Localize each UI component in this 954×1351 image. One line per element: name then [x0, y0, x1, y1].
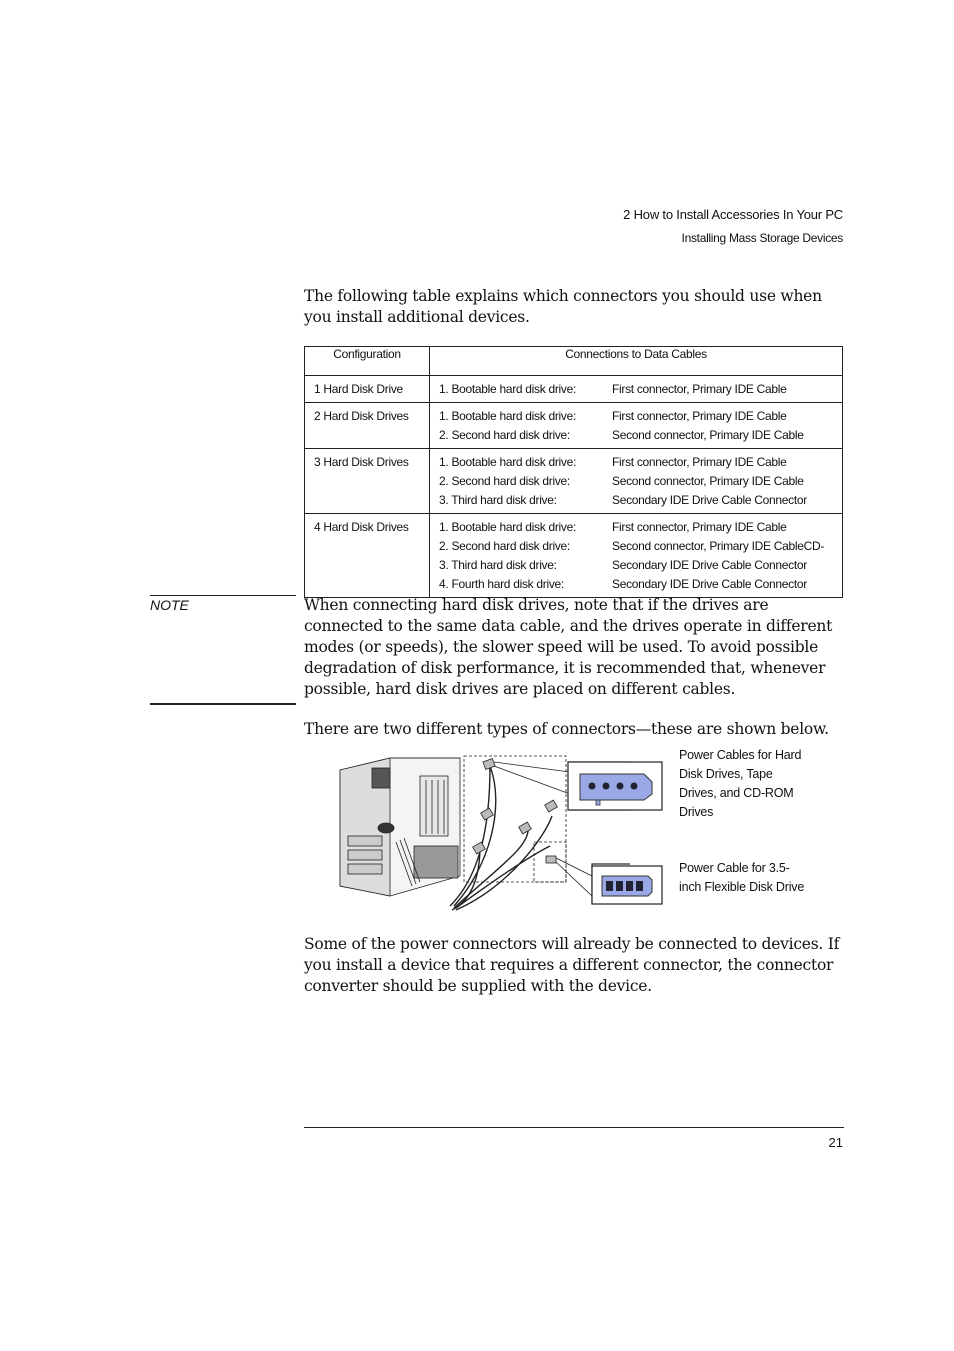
- drive-label: 1. Bootable hard disk drive:: [439, 455, 577, 469]
- connection-line: [430, 575, 842, 594]
- table-header-row: [305, 347, 843, 376]
- connector-label: Second connector, Primary IDE CableCD-: [612, 539, 825, 553]
- running-head-section: Installing Mass Storage Devices: [681, 231, 843, 245]
- connectors-intro: There are two different types of connectors—these are shown below.: [304, 720, 829, 738]
- connector-label: Second connector, Primary IDE Cable: [612, 474, 804, 488]
- pc-chassis-illustration: [340, 758, 460, 896]
- note-bottom-rule: [150, 703, 296, 705]
- drive-label: 1. Bootable hard disk drive:: [439, 409, 577, 423]
- page-number: 21: [828, 1135, 843, 1150]
- footer-rule: [304, 1127, 844, 1128]
- connection-line: [430, 407, 842, 426]
- connection-line: [430, 537, 842, 556]
- power-cables-illustration: [450, 766, 552, 910]
- note-label: NOTE: [150, 597, 189, 613]
- table-row: [305, 449, 843, 514]
- connector-detail-panel: [566, 756, 666, 908]
- drive-label: 4. Fourth hard disk drive:: [439, 577, 564, 591]
- connections-cell: [430, 376, 843, 403]
- config-cell: 1 Hard Disk Drive: [305, 376, 430, 403]
- config-cell: 4 Hard Disk Drives: [305, 514, 430, 598]
- connector-label: Secondary IDE Drive Cable Connector: [612, 493, 807, 507]
- note-top-rule: [150, 595, 296, 596]
- connection-line: [430, 491, 842, 510]
- connector-label: Secondary IDE Drive Cable Connector: [612, 558, 807, 572]
- callout-hd-power-cables: Power Cables for Hard Disk Drives, Tape Drives, and CD-ROM Drives: [679, 748, 802, 819]
- drive-label: 1. Bootable hard disk drive:: [439, 520, 577, 534]
- connector-label: First connector, Primary IDE Cable: [612, 409, 787, 423]
- connector-label: Secondary IDE Drive Cable Connector: [612, 577, 807, 591]
- header-configuration: Configuration: [305, 347, 430, 376]
- header-connections: Connections to Data Cables: [430, 347, 843, 376]
- drive-label: 2. Second hard disk drive:: [439, 428, 570, 442]
- config-cell: 3 Hard Disk Drives: [305, 449, 430, 514]
- callout-floppy-power-cable: Power Cable for 3.5-inch Flexible Disk Drive: [679, 861, 805, 894]
- connector-label: First connector, Primary IDE Cable: [612, 382, 787, 396]
- drive-label: 3. Third hard disk drive:: [439, 558, 557, 572]
- intro-paragraph: The following table explains which connectors you should use when you install additional devices.: [304, 287, 822, 326]
- connections-cell: [430, 403, 843, 449]
- connections-cell: [430, 449, 843, 514]
- connections-cell: [430, 514, 843, 598]
- connection-line: [430, 472, 842, 491]
- molex-connector-icon: [568, 762, 662, 810]
- connection-line: [430, 380, 842, 399]
- small-connectors-illustration: [473, 759, 558, 863]
- drive-label: 2. Second hard disk drive:: [439, 539, 570, 553]
- connection-line: [430, 556, 842, 575]
- connector-label: First connector, Primary IDE Cable: [612, 520, 787, 534]
- running-head-chapter: 2 How to Install Accessories In Your PC: [623, 207, 843, 222]
- connection-line: [430, 518, 842, 537]
- closing-paragraph: Some of the power connectors will already be connected to devices. If you install a device that requires a different connector, the connector converter should be supplied with the device.: [304, 935, 840, 995]
- note-text: When connecting hard disk drives, note that if the drives are connected to the same data cable, and the drives operate in different modes (or speeds), the slower speed will be used. To avoid possible degradation of disk performance, it is recommended that, whenever possible, hard disk drives are placed on different cables.: [304, 596, 833, 698]
- connector-label: Second connector, Primary IDE Cable: [612, 428, 804, 442]
- connector-table: [304, 346, 843, 598]
- drive-label: 3. Third hard disk drive:: [439, 493, 557, 507]
- floppy-connector-icon: [592, 866, 662, 904]
- connection-line: [430, 426, 842, 445]
- table-row: [305, 403, 843, 449]
- drive-label: 2. Second hard disk drive:: [439, 474, 570, 488]
- table-row: [305, 514, 843, 598]
- connection-line: [430, 453, 842, 472]
- table-row: [305, 376, 843, 403]
- connector-label: First connector, Primary IDE Cable: [612, 455, 787, 469]
- table-body: [305, 376, 843, 598]
- config-cell: 2 Hard Disk Drives: [305, 403, 430, 449]
- drive-label: 1. Bootable hard disk drive:: [439, 382, 577, 396]
